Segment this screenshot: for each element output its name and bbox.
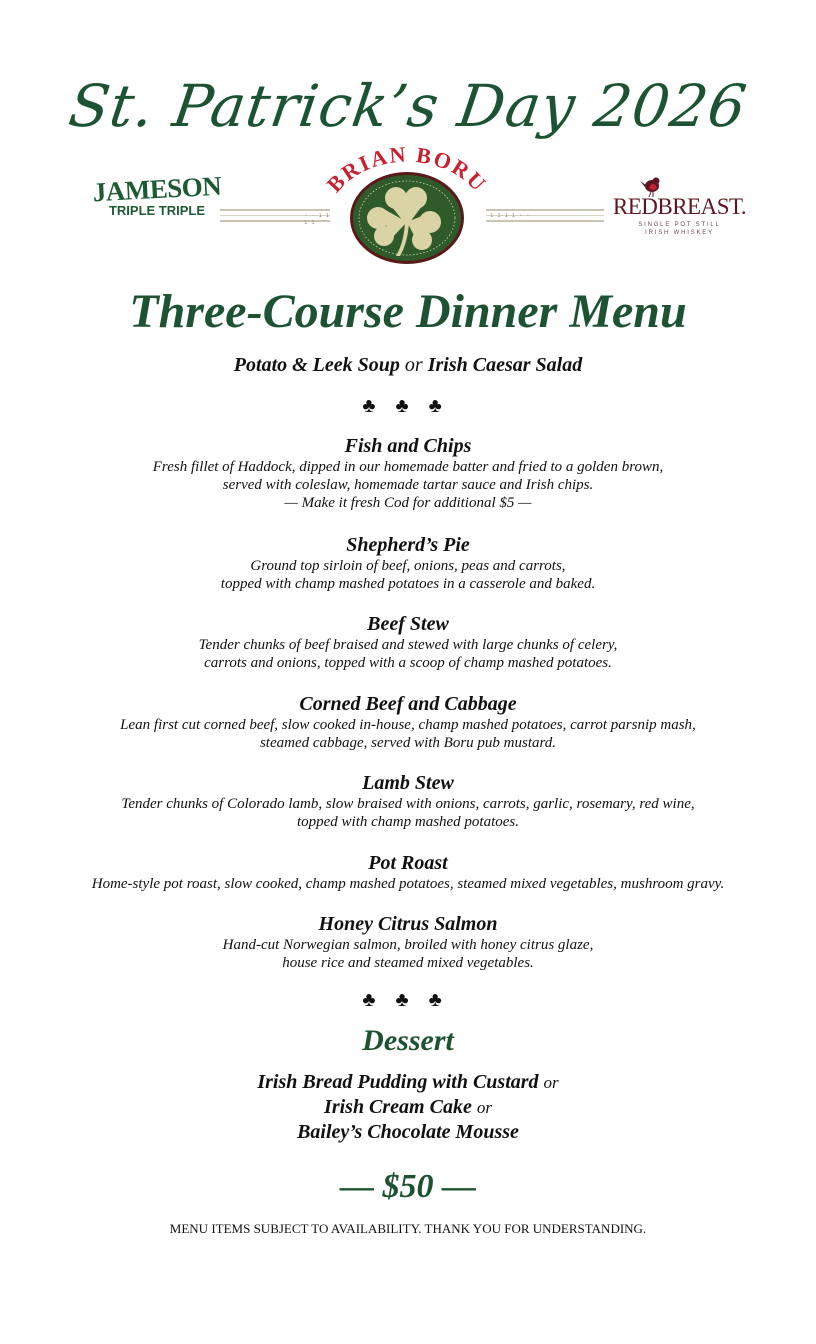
club-divider-bottom	[0, 989, 816, 1012]
event-title: St. Patrick’s Day 2026	[64, 72, 752, 140]
club-icon: ♣	[428, 989, 454, 1011]
jameson-sub-text: TRIPLE TRIPLE	[108, 203, 206, 218]
brian-boru-logo	[312, 142, 502, 267]
club-divider-top	[0, 395, 816, 418]
starter-connector: or	[404, 354, 423, 376]
entree-honey-citrus-salmon: Honey Citrus Salmon Hand-cut Norwegian salmon, broiled with honey citrus glaze, house rice and steamed mixed vegetables.	[222, 913, 594, 971]
entree-shepherds-pie: Shepherd’s Pie Ground top sirloin of beef, onions, peas and carrots, topped with champ mashed potatoes in a casserole and baked.	[220, 534, 596, 592]
availability-notice: MENU ITEMS SUBJECT TO AVAILABILITY. THANK YOU FOR UNDERSTANDING.	[169, 1221, 647, 1236]
club-icon: ♣	[395, 395, 421, 417]
entree-fish-and-chips: Fish and Chips Fresh fillet of Haddock, dipped in our homemade batter and fried to a golden brown, served with coleslaw, homemade tartar sauce and Irish chips. — Make it fresh Cod for additional $5 —	[152, 435, 664, 511]
redbreast-brand-text: REDBREAST.	[612, 194, 747, 219]
entree-beef-stew: Beef Stew Tender chunks of beef braised and stewed with large chunks of celery, carrots and onions, topped with a scoop of champ mashed potatoes.	[198, 613, 618, 671]
jameson-brand-text: JAMESON	[92, 170, 222, 208]
starter-option-soup: Potato & Leek Soup	[233, 354, 400, 376]
starter-course	[0, 354, 816, 377]
club-icon: ♣	[428, 395, 454, 417]
dessert-heading: Dessert	[362, 1024, 454, 1057]
redbreast-tagline: SINGLE POT STILL IRISH WHISKEY	[638, 222, 721, 236]
club-icon: ♣	[362, 989, 388, 1011]
menu-price: — $50 —	[340, 1168, 476, 1205]
entree-pot-roast: Pot Roast Home-style pot roast, slow cooked, champ mashed potatoes, steamed mixed vegetables, mushroom gravy.	[91, 852, 725, 892]
menu-title: Three-Course Dinner Menu	[129, 285, 687, 338]
dessert-option: Irish Bread Pudding with Custard	[257, 1071, 539, 1093]
starter-option-salad: Irish Caesar Salad	[427, 354, 583, 376]
dessert-option: Irish Cream Cake	[324, 1096, 472, 1118]
jameson-logo	[92, 170, 222, 218]
dessert-options: Irish Bread Pudding with Custard or Irish Cream Cake or Bailey’s Chocolate Mousse	[257, 1071, 559, 1143]
dessert-option: Bailey’s Chocolate Mousse	[297, 1121, 519, 1143]
entree-corned-beef-and-cabbage: Corned Beef and Cabbage Lean first cut corned beef, slow cooked in-house, champ mashed potatoes, carrot parsnip mash, steamed cabbage, served with Boru pub mustard.	[120, 693, 696, 751]
right-ornamental-rule: ı ı ı ı · ·	[486, 209, 604, 223]
left-ornamental-rule: · · ı ı ı ı	[220, 209, 330, 223]
brian-boru-arc-text: BRIAN BORU	[321, 142, 493, 198]
club-icon: ♣	[395, 989, 421, 1011]
club-icon: ♣	[362, 395, 388, 417]
entree-lamb-stew: Lamb Stew Tender chunks of Colorado lamb, slow braised with onions, carrots, garlic, rosemary, red wine, topped with champ mashed potatoes.	[121, 772, 695, 830]
